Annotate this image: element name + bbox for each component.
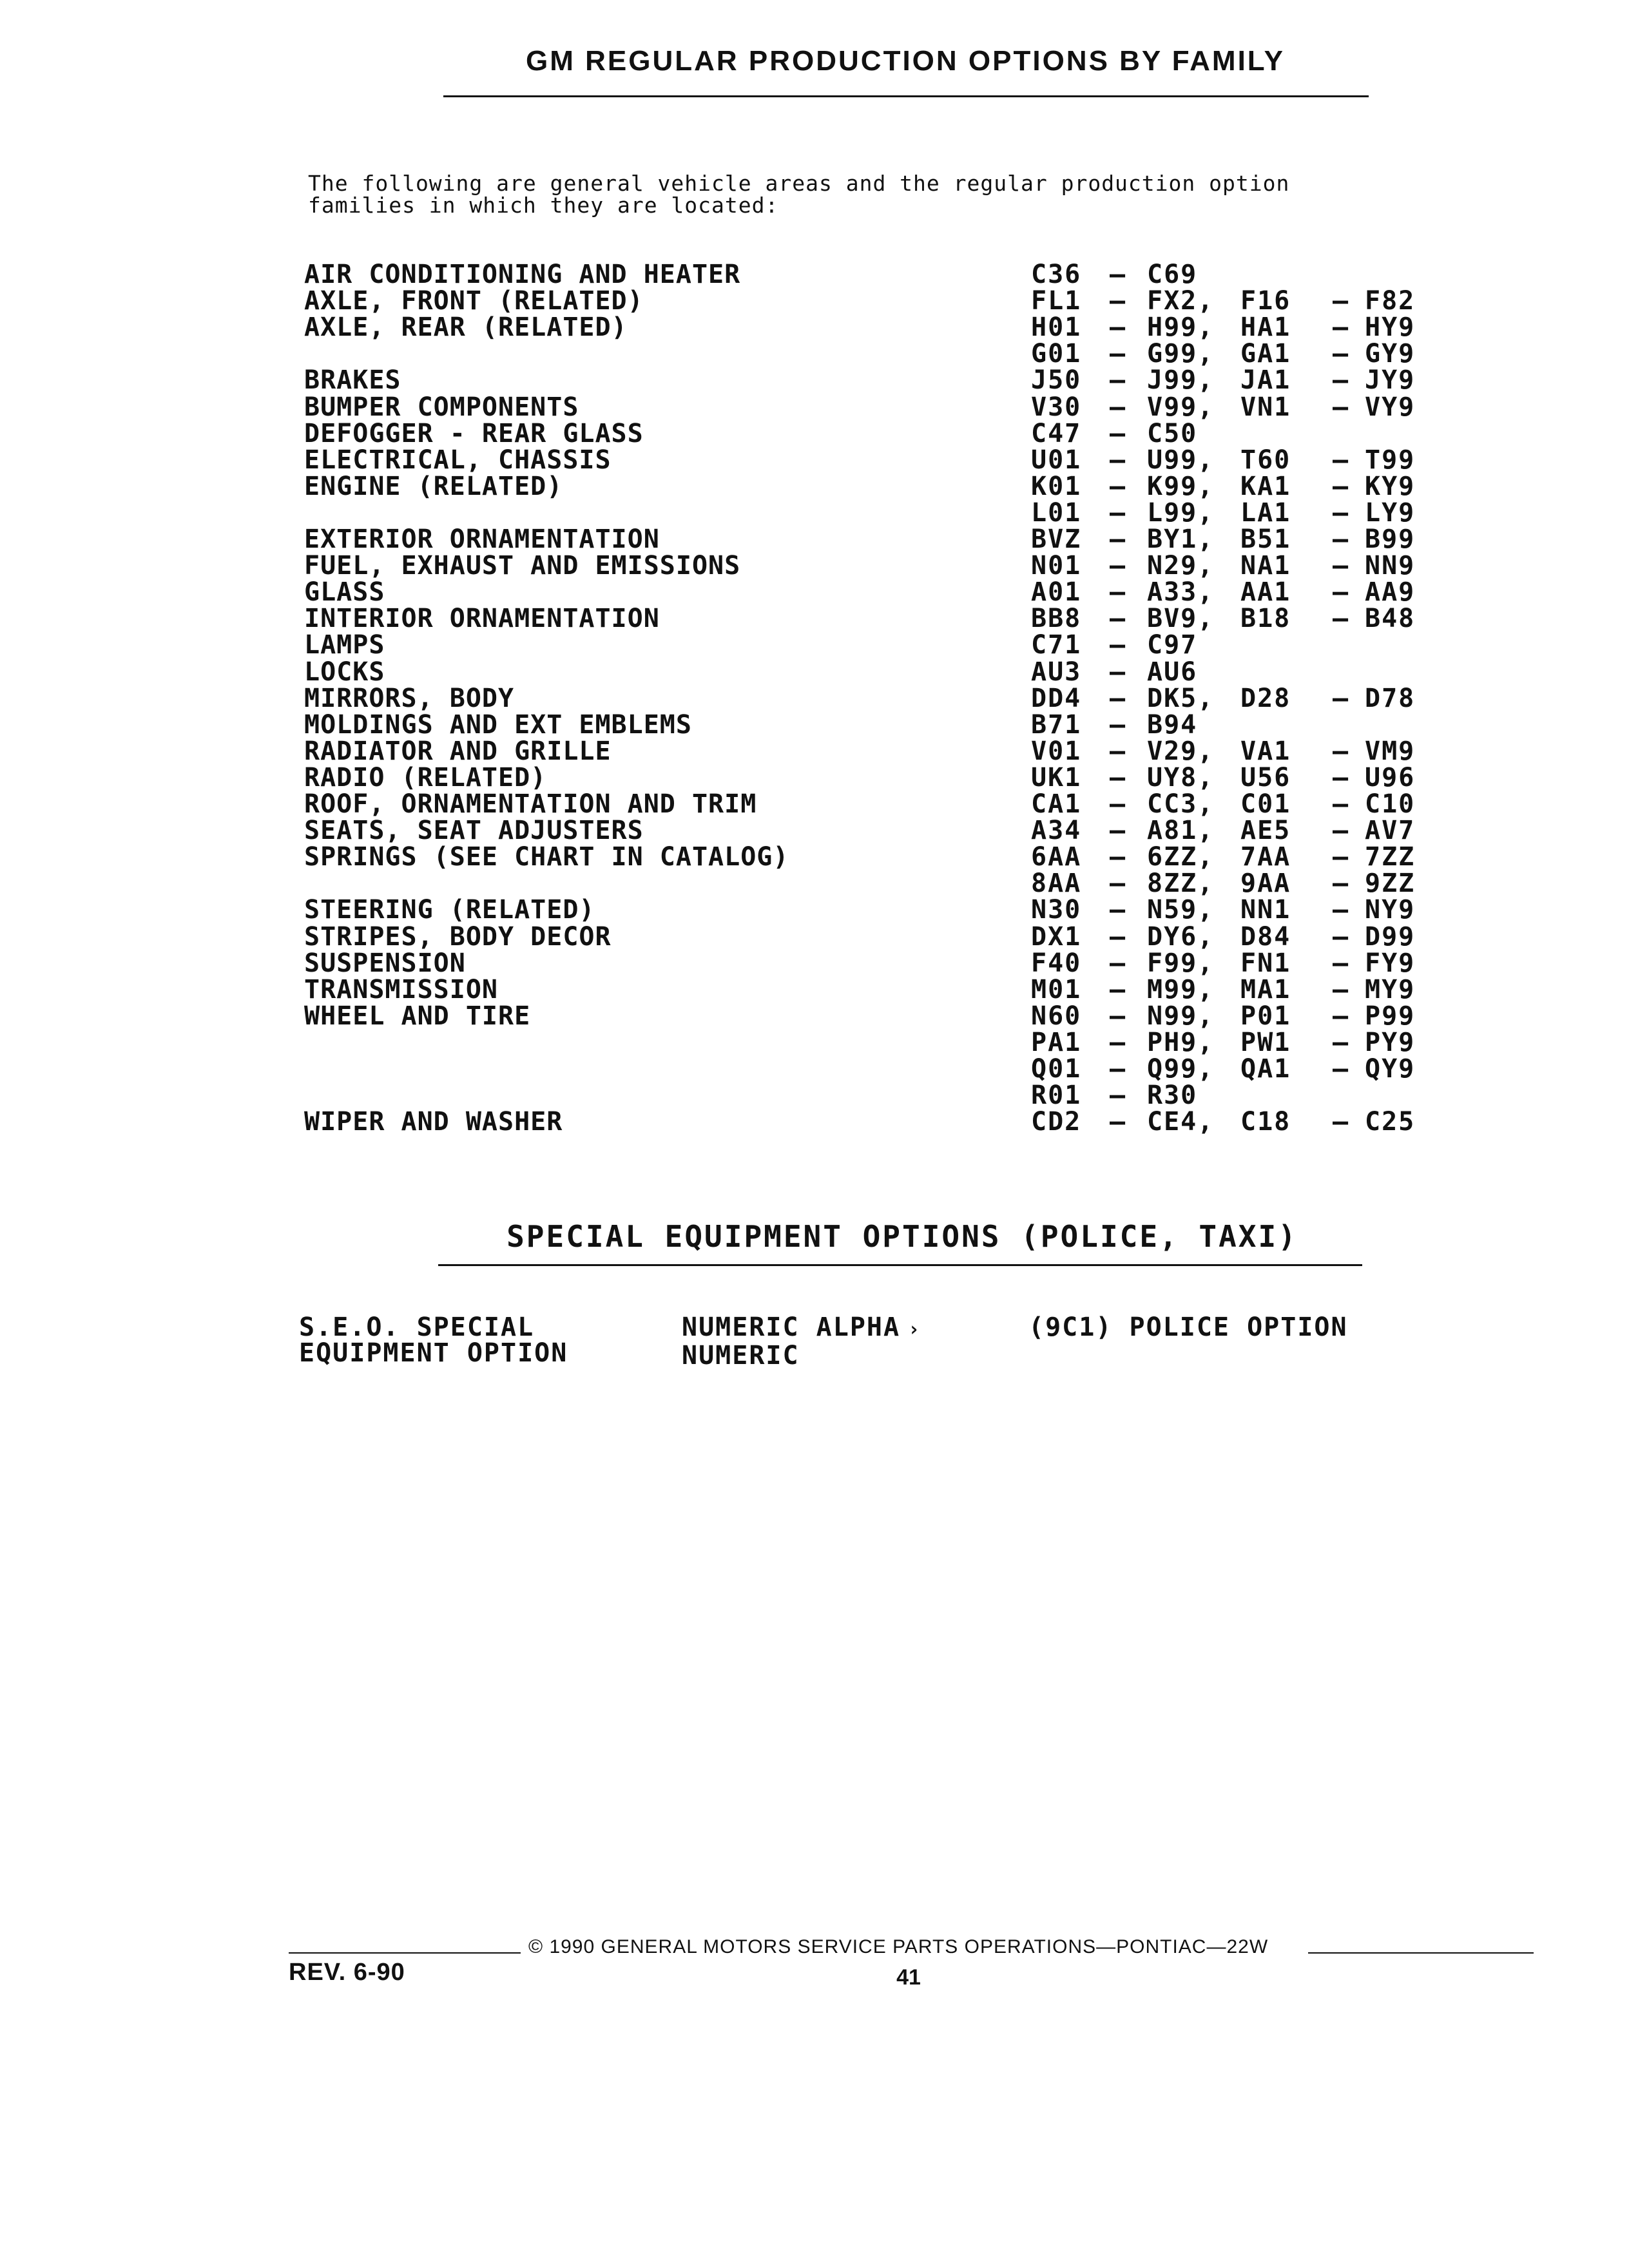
range-2-start: QA1	[1240, 1054, 1291, 1084]
range-2-end: T99	[1365, 445, 1416, 475]
family-row	[0, 472, 1629, 501]
range-1-end: DK5,	[1147, 684, 1215, 713]
range-1-end: J99,	[1147, 365, 1215, 395]
range-2-dash: –	[1333, 842, 1350, 872]
range-1-dash: –	[1110, 472, 1127, 501]
range-2-dash: –	[1333, 975, 1350, 1004]
family-row	[0, 843, 1629, 871]
range-2-start: VA1	[1240, 736, 1291, 766]
range-1-end: DY6,	[1147, 922, 1215, 952]
range-1-start: DX1	[1031, 922, 1082, 952]
vehicle-area: DEFOGGER - REAR GLASS	[304, 419, 644, 448]
range-2-start: JA1	[1240, 365, 1291, 395]
range-2-end: LY9	[1365, 498, 1416, 528]
family-row	[0, 764, 1629, 792]
range-2-start: KA1	[1240, 472, 1291, 501]
family-row	[0, 658, 1629, 686]
range-1-dash: –	[1110, 498, 1127, 528]
footer-copyright: © 1990 GENERAL MOTORS SERVICE PARTS OPERATIONS—PONTIAC—22W	[528, 1936, 1269, 1957]
range-1-dash: –	[1110, 312, 1127, 342]
range-1-start: CA1	[1031, 789, 1082, 819]
range-1-dash: –	[1110, 419, 1127, 448]
range-2-start: D84	[1240, 922, 1291, 952]
range-2-dash: –	[1333, 948, 1350, 978]
vehicle-area: TRANSMISSION	[304, 975, 498, 1004]
family-row	[0, 790, 1629, 818]
range-2-start: FN1	[1240, 948, 1291, 978]
range-1-start: C36	[1031, 260, 1082, 289]
range-1-start: A01	[1031, 577, 1082, 607]
vehicle-area: FUEL, EXHAUST AND EMISSIONS	[304, 551, 741, 581]
range-2-dash: –	[1333, 684, 1350, 713]
range-2-end: NN9	[1365, 551, 1416, 581]
family-row	[0, 711, 1629, 739]
family-row	[0, 869, 1629, 898]
range-1-end: C69	[1147, 260, 1198, 289]
vehicle-area: STRIPES, BODY DECOR	[304, 922, 612, 952]
vehicle-area: WIPER AND WASHER	[304, 1107, 563, 1137]
range-2-end: AV7	[1365, 816, 1416, 845]
family-row	[0, 631, 1629, 659]
family-row	[0, 923, 1629, 951]
range-2-dash: –	[1333, 365, 1350, 395]
family-row	[0, 684, 1629, 713]
range-1-dash: –	[1110, 869, 1127, 898]
family-row	[0, 816, 1629, 845]
range-2-start: AA1	[1240, 577, 1291, 607]
range-2-start: NN1	[1240, 895, 1291, 925]
vehicle-area: ELECTRICAL, CHASSIS	[304, 445, 612, 475]
range-2-start: 7AA	[1240, 842, 1291, 872]
family-row	[0, 949, 1629, 977]
range-1-dash: –	[1110, 1001, 1127, 1031]
range-1-dash: –	[1110, 1107, 1127, 1137]
range-1-start: CD2	[1031, 1107, 1082, 1137]
range-2-dash: –	[1333, 604, 1350, 633]
seo-col-2	[682, 1314, 921, 1369]
vehicle-area: ENGINE (RELATED)	[304, 472, 563, 501]
vehicle-area: LAMPS	[304, 630, 385, 660]
range-2-end: FY9	[1365, 948, 1416, 978]
range-1-dash: –	[1110, 524, 1127, 554]
range-2-dash: –	[1333, 789, 1350, 819]
range-1-start: H01	[1031, 312, 1082, 342]
range-1-end: PH9,	[1147, 1028, 1215, 1057]
range-1-start: L01	[1031, 498, 1082, 528]
range-1-end: 8ZZ,	[1147, 869, 1215, 898]
range-1-end: R30	[1147, 1081, 1198, 1110]
range-1-dash: –	[1110, 604, 1127, 633]
range-1-end: H99,	[1147, 312, 1215, 342]
range-1-end: Q99,	[1147, 1054, 1215, 1084]
range-2-dash: –	[1333, 498, 1350, 528]
range-1-dash: –	[1110, 1054, 1127, 1084]
range-1-dash: –	[1110, 445, 1127, 475]
range-1-dash: –	[1110, 763, 1127, 793]
range-1-start: 6AA	[1031, 842, 1082, 872]
footer-rule-left	[289, 1952, 521, 1954]
range-1-end: N99,	[1147, 1001, 1215, 1031]
range-2-dash: –	[1333, 577, 1350, 607]
range-1-dash: –	[1110, 948, 1127, 978]
seo-col-1-line-2: EQUIPMENT OPTION	[299, 1338, 568, 1368]
family-row	[0, 737, 1629, 765]
seo-title-underline	[438, 1264, 1362, 1266]
family-row	[0, 1055, 1629, 1083]
range-2-dash: –	[1333, 1107, 1350, 1137]
range-1-dash: –	[1110, 260, 1127, 289]
range-2-dash: –	[1333, 922, 1350, 952]
vehicle-area: RADIATOR AND GRILLE	[304, 736, 612, 766]
range-2-start: B51	[1240, 524, 1291, 554]
range-1-dash: –	[1110, 789, 1127, 819]
range-2-start: MA1	[1240, 975, 1291, 1004]
family-row	[0, 260, 1629, 289]
range-1-dash: –	[1110, 630, 1127, 660]
revision-label: REV. 6-90	[289, 1959, 405, 1986]
range-1-start: PA1	[1031, 1028, 1082, 1057]
range-1-start: J50	[1031, 365, 1082, 395]
family-row	[0, 446, 1629, 474]
range-1-end: UY8,	[1147, 763, 1215, 793]
range-2-dash: –	[1333, 763, 1350, 793]
range-1-dash: –	[1110, 657, 1127, 687]
family-row	[0, 499, 1629, 527]
range-1-end: F99,	[1147, 948, 1215, 978]
range-2-start: B18	[1240, 604, 1291, 633]
range-2-end: 9ZZ	[1365, 869, 1416, 898]
vehicle-area: AIR CONDITIONING AND HEATER	[304, 260, 741, 289]
range-2-start: PW1	[1240, 1028, 1291, 1057]
range-1-end: CE4,	[1147, 1107, 1215, 1137]
family-row	[0, 975, 1629, 1004]
range-1-end: B94	[1147, 710, 1198, 740]
range-2-end: F82	[1365, 286, 1416, 316]
range-2-end: B48	[1365, 604, 1416, 633]
family-row	[0, 1028, 1629, 1057]
vehicle-area: INTERIOR ORNAMENTATION	[304, 604, 660, 633]
range-1-start: BVZ	[1031, 524, 1082, 554]
range-2-dash: –	[1333, 339, 1350, 369]
vehicle-area: GLASS	[304, 577, 385, 607]
range-2-start: LA1	[1240, 498, 1291, 528]
vehicle-area: LOCKS	[304, 657, 385, 687]
family-row	[0, 287, 1629, 315]
range-1-end: K99,	[1147, 472, 1215, 501]
range-2-start: AE5	[1240, 816, 1291, 845]
intro-line-1: The following are general vehicle areas and the regular production option	[308, 171, 1290, 196]
range-1-end: U99,	[1147, 445, 1215, 475]
range-2-start: GA1	[1240, 339, 1291, 369]
intro-line-2: families in which they are located:	[308, 193, 779, 218]
family-row	[0, 366, 1629, 394]
range-1-start: M01	[1031, 975, 1082, 1004]
page-title: GM REGULAR PRODUCTION OPTIONS BY FAMILY	[526, 45, 1285, 77]
range-2-end: C10	[1365, 789, 1416, 819]
range-2-end: GY9	[1365, 339, 1416, 369]
seo-col-1-line-1: S.E.O. SPECIAL	[299, 1312, 535, 1342]
range-2-end: PY9	[1365, 1028, 1416, 1057]
vehicle-area: WHEEL AND TIRE	[304, 1001, 531, 1031]
range-1-end: N59,	[1147, 895, 1215, 925]
range-2-start: 9AA	[1240, 869, 1291, 898]
range-1-end: BY1,	[1147, 524, 1215, 554]
range-1-dash: –	[1110, 392, 1127, 422]
range-2-end: HY9	[1365, 312, 1416, 342]
range-2-start: U56	[1240, 763, 1291, 793]
range-1-start: F40	[1031, 948, 1082, 978]
range-1-dash: –	[1110, 975, 1127, 1004]
range-2-start: T60	[1240, 445, 1291, 475]
range-2-end: AA9	[1365, 577, 1416, 607]
range-2-end: QY9	[1365, 1054, 1416, 1084]
range-1-end: A81,	[1147, 816, 1215, 845]
range-1-dash: –	[1110, 286, 1127, 316]
range-2-dash: –	[1333, 286, 1350, 316]
range-2-dash: –	[1333, 895, 1350, 925]
range-2-end: D78	[1365, 684, 1416, 713]
range-2-start: P01	[1240, 1001, 1291, 1031]
range-1-start: B71	[1031, 710, 1082, 740]
range-1-dash: –	[1110, 842, 1127, 872]
family-row	[0, 313, 1629, 341]
seo-col-2-line-2: NUMERIC	[682, 1341, 800, 1370]
range-1-start: BB8	[1031, 604, 1082, 633]
range-1-dash: –	[1110, 895, 1127, 925]
range-2-end: U96	[1365, 763, 1416, 793]
range-2-end: VM9	[1365, 736, 1416, 766]
range-2-end: NY9	[1365, 895, 1416, 925]
page-number: 41	[896, 1965, 921, 1990]
range-2-end: C25	[1365, 1107, 1416, 1137]
range-2-end: B99	[1365, 524, 1416, 554]
range-2-dash: –	[1333, 1054, 1350, 1084]
range-1-dash: –	[1110, 1028, 1127, 1057]
range-1-start: K01	[1031, 472, 1082, 501]
range-1-dash: –	[1110, 551, 1127, 581]
range-1-end: V99,	[1147, 392, 1215, 422]
range-1-dash: –	[1110, 365, 1127, 395]
seo-section-title: SPECIAL EQUIPMENT OPTIONS (POLICE, TAXI)	[506, 1219, 1298, 1254]
seo-col-1	[299, 1314, 568, 1366]
range-1-start: R01	[1031, 1081, 1082, 1110]
range-2-dash: –	[1333, 1028, 1350, 1057]
vehicle-area: EXTERIOR ORNAMENTATION	[304, 524, 660, 554]
seo-col-3: (9C1) POLICE OPTION	[1028, 1312, 1348, 1342]
range-1-start: DD4	[1031, 684, 1082, 713]
range-2-end: KY9	[1365, 472, 1416, 501]
range-2-dash: –	[1333, 524, 1350, 554]
vehicle-area: MOLDINGS AND EXT EMBLEMS	[304, 710, 692, 740]
intro-paragraph	[308, 173, 1468, 216]
family-row	[0, 1081, 1629, 1110]
family-row	[0, 393, 1629, 421]
range-1-start: C47	[1031, 419, 1082, 448]
range-1-start: V01	[1031, 736, 1082, 766]
range-2-dash: –	[1333, 445, 1350, 475]
family-row	[0, 419, 1629, 448]
range-2-dash: –	[1333, 1001, 1350, 1031]
range-1-end: BV9,	[1147, 604, 1215, 633]
range-2-dash: –	[1333, 312, 1350, 342]
range-2-start: F16	[1240, 286, 1291, 316]
range-1-start: FL1	[1031, 286, 1082, 316]
range-1-end: CC3,	[1147, 789, 1215, 819]
range-2-start: D28	[1240, 684, 1291, 713]
range-2-start: C01	[1240, 789, 1291, 819]
range-1-start: Q01	[1031, 1054, 1082, 1084]
range-2-dash: –	[1333, 869, 1350, 898]
range-1-end: M99,	[1147, 975, 1215, 1004]
range-1-dash: –	[1110, 1081, 1127, 1110]
range-1-end: V29,	[1147, 736, 1215, 766]
range-2-dash: –	[1333, 816, 1350, 845]
range-1-dash: –	[1110, 736, 1127, 766]
family-row	[0, 340, 1629, 368]
family-row	[0, 1108, 1629, 1136]
vehicle-area: ROOF, ORNAMENTATION AND TRIM	[304, 789, 757, 819]
range-1-start: C71	[1031, 630, 1082, 660]
range-1-end: A33,	[1147, 577, 1215, 607]
range-2-start: HA1	[1240, 312, 1291, 342]
range-1-start: V30	[1031, 392, 1082, 422]
range-2-start: VN1	[1240, 392, 1291, 422]
vehicle-area: AXLE, REAR (RELATED)	[304, 312, 628, 342]
range-1-start: 8AA	[1031, 869, 1082, 898]
range-2-end: P99	[1365, 1001, 1416, 1031]
range-1-dash: –	[1110, 577, 1127, 607]
range-2-start: C18	[1240, 1107, 1291, 1137]
range-1-dash: –	[1110, 816, 1127, 845]
range-1-end: 6ZZ,	[1147, 842, 1215, 872]
range-2-end: 7ZZ	[1365, 842, 1416, 872]
vehicle-area: AXLE, FRONT (RELATED)	[304, 286, 644, 316]
range-1-dash: –	[1110, 922, 1127, 952]
family-row	[0, 552, 1629, 580]
range-1-end: C50	[1147, 419, 1198, 448]
range-1-end: N29,	[1147, 551, 1215, 581]
family-row	[0, 604, 1629, 633]
range-1-start: UK1	[1031, 763, 1082, 793]
range-2-dash: –	[1333, 392, 1350, 422]
vehicle-area: SPRINGS (SEE CHART IN CATALOG)	[304, 842, 789, 872]
vehicle-area: SUSPENSION	[304, 948, 466, 978]
range-2-end: JY9	[1365, 365, 1416, 395]
vehicle-area: MIRRORS, BODY	[304, 684, 515, 713]
range-2-dash: –	[1333, 736, 1350, 766]
range-2-start: NA1	[1240, 551, 1291, 581]
family-row	[0, 578, 1629, 606]
vehicle-area: BUMPER COMPONENTS	[304, 392, 579, 422]
range-1-start: N60	[1031, 1001, 1082, 1031]
vehicle-area: STEERING (RELATED)	[304, 895, 595, 925]
range-2-dash: –	[1333, 551, 1350, 581]
range-1-end: C97	[1147, 630, 1198, 660]
range-1-end: AU6	[1147, 657, 1198, 687]
vehicle-area: BRAKES	[304, 365, 401, 395]
range-1-start: N30	[1031, 895, 1082, 925]
range-1-dash: –	[1110, 684, 1127, 713]
range-1-dash: –	[1110, 710, 1127, 740]
range-2-dash: –	[1333, 472, 1350, 501]
range-2-end: D99	[1365, 922, 1416, 952]
family-row	[0, 1002, 1629, 1030]
vehicle-area: RADIO (RELATED)	[304, 763, 547, 793]
handwritten-check-mark-icon: ›	[908, 1318, 921, 1341]
family-row	[0, 896, 1629, 924]
range-2-end: MY9	[1365, 975, 1416, 1004]
footer-rule-right	[1308, 1952, 1534, 1954]
range-1-end: FX2,	[1147, 286, 1215, 316]
range-2-end: VY9	[1365, 392, 1416, 422]
range-1-start: AU3	[1031, 657, 1082, 687]
range-1-start: N01	[1031, 551, 1082, 581]
seo-col-2-line-1: NUMERIC ALPHA	[682, 1312, 901, 1342]
range-1-start: U01	[1031, 445, 1082, 475]
vehicle-area: SEATS, SEAT ADJUSTERS	[304, 816, 644, 845]
range-1-end: L99,	[1147, 498, 1215, 528]
family-row	[0, 525, 1629, 553]
range-1-start: A34	[1031, 816, 1082, 845]
range-1-start: G01	[1031, 339, 1082, 369]
title-underline	[443, 95, 1369, 97]
range-1-end: G99,	[1147, 339, 1215, 369]
range-1-dash: –	[1110, 339, 1127, 369]
